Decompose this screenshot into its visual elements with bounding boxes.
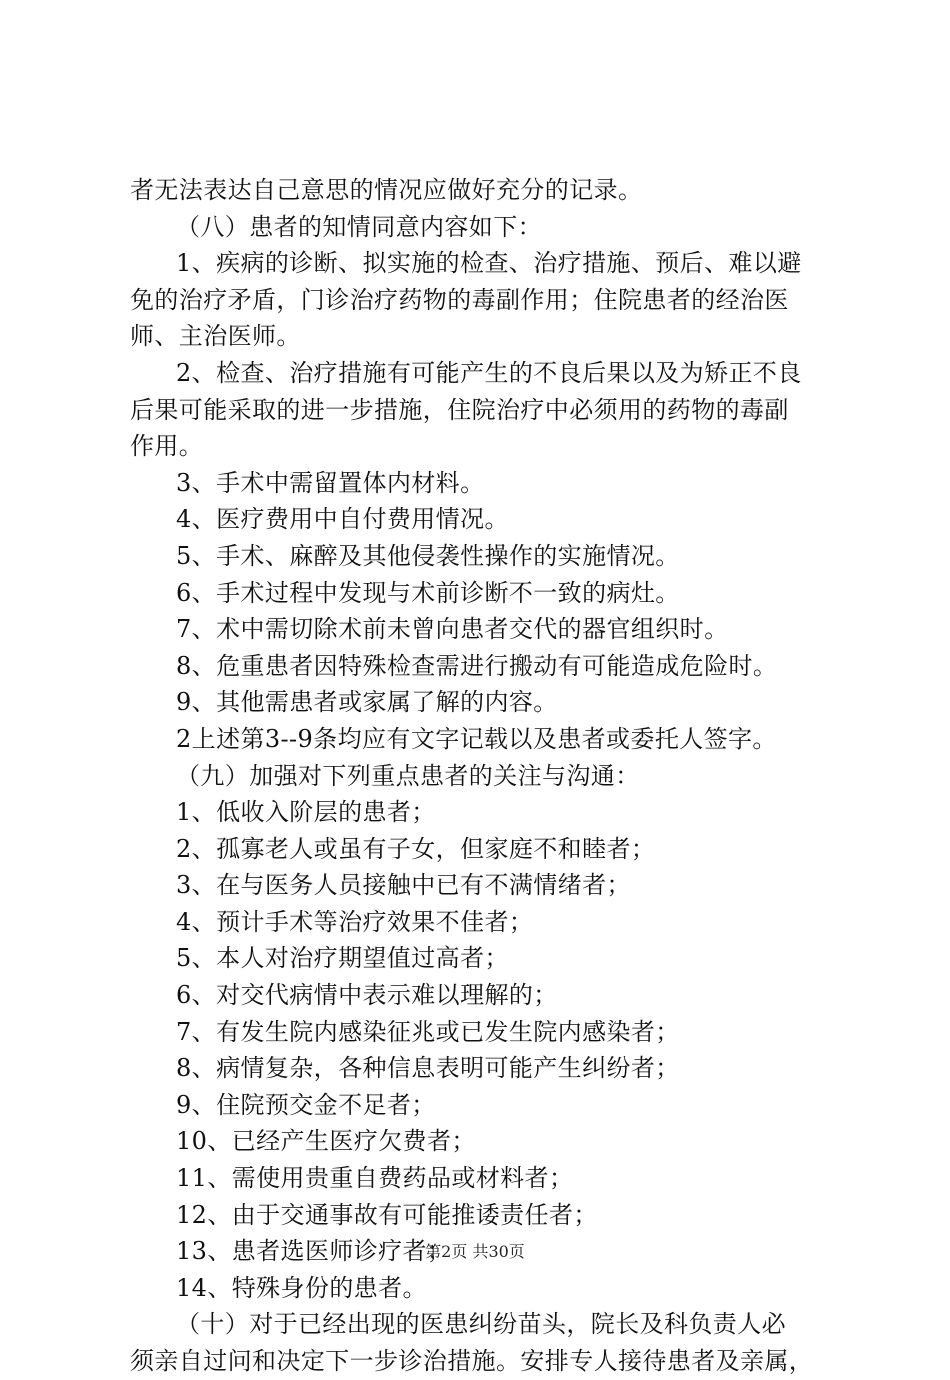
text-line: 3、在与医务人员接触中已有不满情绪者；: [176, 871, 631, 900]
document-body: [130, 172, 840, 1380]
text-line: 作用。: [130, 432, 204, 461]
text-line: 6、手术过程中发现与术前诊断不一致的病灶。: [176, 578, 680, 607]
text-line: （八）患者的知情同意内容如下：: [176, 212, 542, 241]
text-line: 8、病情复杂，各种信息表明可能产生纠纷者；: [176, 1054, 680, 1083]
text-line: （九）加强对下列重点患者的关注与沟通：: [176, 761, 640, 790]
text-line: 2上述第3--9条均应有文字记载以及患者或委托人签字。: [176, 724, 777, 753]
text-line: 2、孤寡老人或虽有子女，但家庭不和睦者；: [176, 834, 656, 863]
text-line: 13、患者选医师诊疗者；: [176, 1237, 452, 1266]
text-line: 7、有发生院内感染征兆或已发生院内感染者；: [176, 1017, 680, 1046]
text-line: 8、危重患者因特殊检查需进行搬动有可能造成危险时。: [176, 651, 778, 680]
text-line: （十）对于已经出现的医患纠纷苗头，院长及科负责人必: [176, 1310, 786, 1339]
text-line: 免的治疗矛盾，门诊治疗药物的毒副作用；住院患者的经治医: [130, 285, 789, 314]
text-line: 2、检查、治疗措施有可能产生的不良后果以及为矫正不良: [176, 358, 802, 387]
text-line: 须亲自过问和决定下一步诊治措施。安排专人接待患者及亲属，: [130, 1347, 814, 1375]
text-line: 7、术中需切除术前未曾向患者交代的器官组织时。: [176, 615, 729, 644]
text-line: 后果可能采取的进一步措施，住院治疗中必须用的药物的毒副: [130, 395, 789, 424]
text-line: 11、需使用贵重自费药品或材料者；: [176, 1164, 574, 1193]
page-footer: 第2页 共30页: [425, 1242, 525, 1261]
text-line: 5、本人对治疗期望值过高者；: [176, 944, 509, 973]
text-line: 1、低收入阶层的患者；: [176, 798, 436, 827]
text-line: 10、已经产生医疗欠费者；: [176, 1127, 476, 1156]
text-line: 6、对交代病情中表示难以理解的；: [176, 981, 558, 1010]
text-line: 9、住院预交金不足者；: [176, 1090, 436, 1119]
text-line: 4、预计手术等治疗效果不佳者；: [176, 907, 534, 936]
text-line: 师、主治医师。: [130, 322, 301, 351]
text-line: 1、疾病的诊断、拟实施的检查、治疗措施、预后、难以避: [176, 249, 802, 278]
text-line: 12、由于交通事故有可能推诿责任者；: [176, 1200, 598, 1229]
text-line: 3、手术中需留置体内材料。: [176, 468, 485, 497]
text-line: 14、特殊身份的患者。: [176, 1273, 427, 1302]
text-line: 者无法表达自己意思的情况应做好充分的记录。: [130, 176, 643, 204]
text-line: 5、手术、麻醉及其他侵袭性操作的实施情况。: [176, 541, 680, 570]
text-line: 9、其他需患者或家属了解的内容。: [176, 688, 558, 717]
text-line: 4、医疗费用中自付费用情况。: [176, 505, 509, 534]
